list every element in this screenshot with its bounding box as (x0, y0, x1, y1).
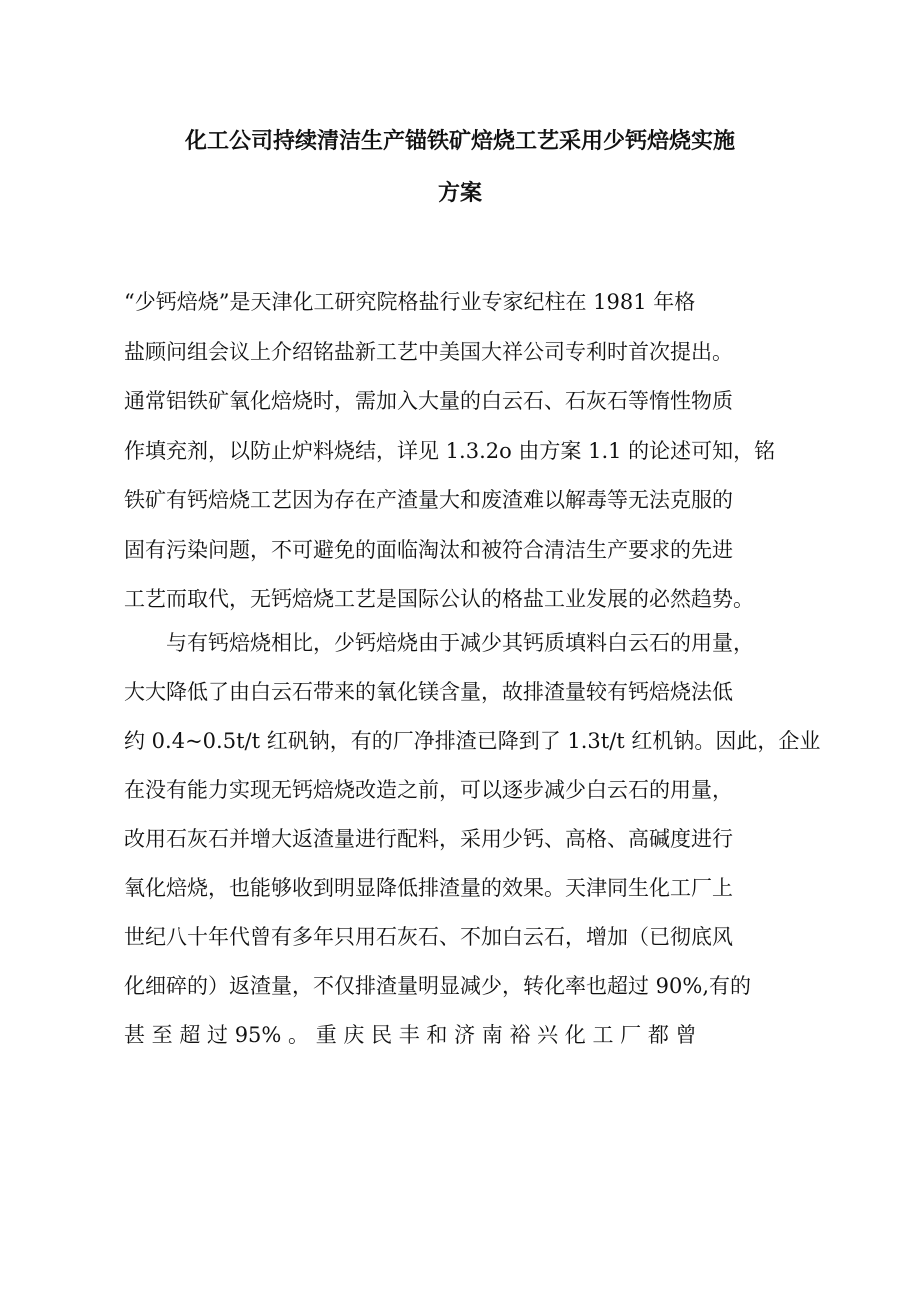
text-line: 铁矿有钙焙烧工艺因为存在产渣量大和废渣难以解毒等无法克服的 (124, 488, 733, 512)
text-line: 通常铝铁矿氧化焙烧时，需加入大量的白云石、石灰石等惰性物质 (124, 389, 733, 413)
text-line: 世纪八十年代曾有多年只用石灰石、不加白云石，增加（已彻底风 (124, 925, 733, 949)
text-line: 固有污染问题，不可避免的面临淘汰和被符合清洁生产要求的先进 (124, 538, 733, 562)
text-line: 作填充剂，以防止炉料烧结，详见 1.3.2o 由方案 1.1 的论述可知，铭 (124, 439, 776, 463)
text-line: 与有钙焙烧相比，少钙焙烧由于减少其钙质填料白云石的用量， (166, 631, 754, 655)
text-line: 大大降低了由白云石带来的氧化镁含量，故排渣量较有钙焙烧法低 (124, 680, 733, 704)
document-title-line-2: 方案 (437, 181, 482, 206)
text-line: 约 0.4~0.5t/t 红矾钠，有的厂净排渣已降到了 1.3t/t 红机钠。因此，企业 (124, 729, 821, 753)
text-line: 改用石灰石并增大返渣量进行配料，采用少钙、高格、高碱度进行 (124, 827, 733, 851)
text-line: 甚 至 超 过 95% 。 重 庆 民 丰 和 济 南 裕 兴 化 工 厂 都 曾 (124, 1023, 697, 1047)
text-line: 化细碎的）返渣量，不仅排渣量明显减少，转化率也超过 90%,有的 (124, 974, 752, 998)
text-line: 氧化焙烧，也能够收到明显降低排渣量的效果。天津同生化工厂上 (124, 876, 733, 900)
text-line: 在没有能力实现无钙焙烧改造之前，可以逐步减少白云石的用量， (124, 778, 733, 802)
document-title-line-1: 化工公司持续清洁生产锚铁矿焙烧工艺采用少钙焙烧实施 (184, 129, 735, 154)
text-line: “少钙焙烧”是天津化工研究院格盐行业专家纪柱在 1981 年格 (124, 290, 696, 314)
text-line: 工艺而取代，无钙焙烧工艺是国际公认的格盐工业发展的必然趋势。 (124, 587, 754, 611)
text-line: 盐顾问组会议上介绍铭盐新工艺中美国大祥公司专利时首次提出。 (124, 340, 733, 364)
